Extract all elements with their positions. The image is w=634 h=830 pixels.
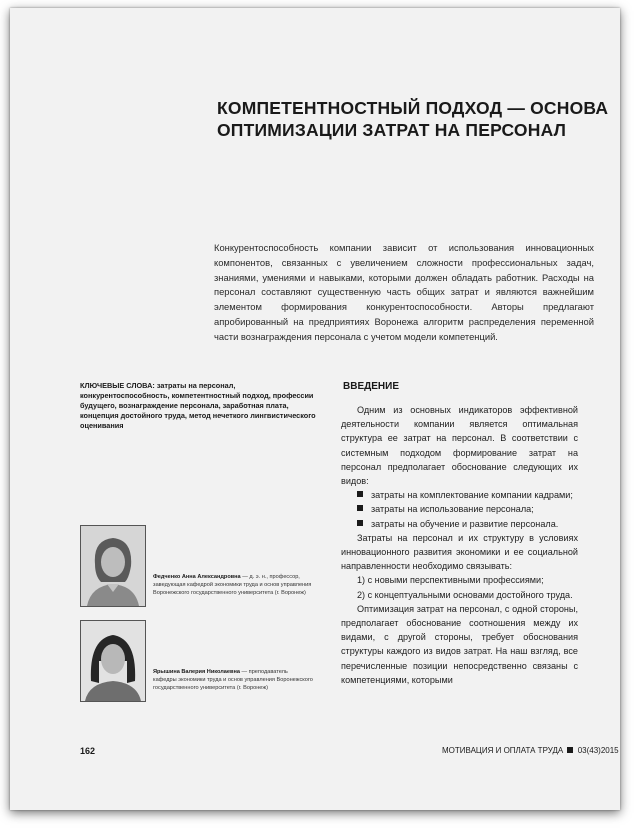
list-item-text: затраты на обучение и развитие персонала. (371, 518, 559, 529)
list-item (341, 502, 578, 516)
journal-issue: 03(43)2015 (577, 746, 619, 755)
author-details-2: — преподаватель кафедры экономики труда и основ управления Воронежского государственного университета (г. Воронеж) (153, 669, 313, 692)
page-number: 162 (80, 746, 96, 756)
author-name-2: Ярышина Валерия Николаевна (153, 669, 240, 675)
paragraph-2: Затраты на персонал и их структуру в условиях инновационного развития экономики и ее социальной направленности необходимо связывать: (341, 532, 578, 572)
author-info-1 (153, 573, 313, 598)
bullet-icon (357, 491, 363, 497)
author-photo-2 (80, 620, 146, 702)
author-details-1: — д. э. н., профессор, заведующая кафедрой экономики труда и основ управления Воронежского государственного университета (г. Воронеж) (153, 574, 312, 597)
author-name-1: Федченко Анна Александровна (153, 574, 241, 580)
author-info-2 (153, 668, 313, 693)
section-heading: ВВЕДЕНИЕ (343, 381, 399, 392)
article-title-line-2: ОПТИМИЗАЦИИ ЗАТРАТ НА ПЕРСОНАЛ (217, 120, 567, 140)
paragraph-1: Одним из основных индикаторов эффективной деятельности компании является оптимальная структура ее затрат на персонал. В соответствии с системным подходом формирование затрат на персонал предполагает обоснование следующих их видов: (341, 405, 578, 487)
list-item (341, 488, 578, 502)
article-title (217, 97, 609, 141)
journal-footer (442, 746, 619, 755)
bullet-icon (357, 505, 363, 511)
list-item-text: затраты на комплектование компании кадрами; (371, 490, 573, 501)
list-item (341, 517, 578, 531)
journal-name: МОТИВАЦИЯ И ОПЛАТА ТРУДА (442, 746, 564, 755)
keywords: КЛЮЧЕВЫЕ СЛОВА: затраты на персонал, конкурентоспособность, компетентностный подход, профессии будущего, вознаграждение персонала, заработная плата, концепция достойного труда, метод нечеткого лингвистического оценивания (80, 381, 316, 430)
bullet-icon (357, 520, 363, 526)
numbered-item: 2) с концептуальными основами достойного труда. (357, 589, 573, 600)
abstract: Конкурентоспособность компании зависит от использования инновационных компонентов, связанных с увеличением сложности профессиональных задач, знаниями, умениями и навыками, которыми должен обладать работник. Расходы на персонал составляют существенную часть общих затрат и являются важнейшим элементом формирования конкурентоспособности. Авторы предлагают апробированный на предприятиях Воронежа алгоритм распределения переменной части вознаграждения персонала с учетом модели компетенций. (214, 242, 594, 342)
article-title-line-1: КОМПЕТЕНТНОСТНЫЙ ПОДХОД — ОСНОВА (217, 98, 609, 118)
author-photo-1 (80, 525, 146, 607)
paragraph-3: Оптимизация затрат на персонал, с одной стороны, предполагает обоснование соотношения между их видами, с другой стороны, требует обоснования структуры каждого из видов затрат. На наш взгляд, все перечисленные позиции непосредственно связаны с компетенциями, которыми (341, 603, 578, 685)
list-item-text: затраты на использование персонала; (371, 504, 534, 515)
numbered-item: 1) с новыми перспективными профессиями; (357, 575, 544, 586)
square-icon (567, 747, 573, 753)
body-text (341, 403, 578, 687)
